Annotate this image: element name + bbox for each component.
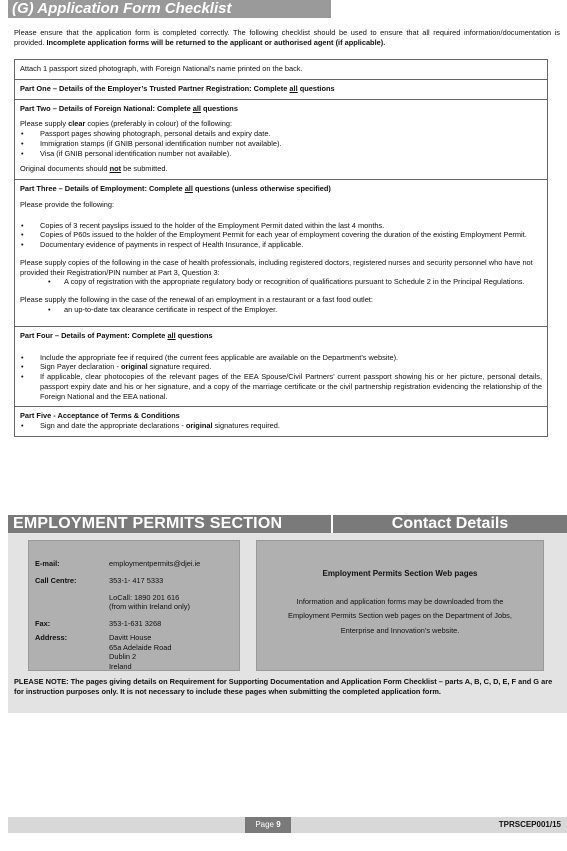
list-item: • Visa (if GNIB personal identification number not available).	[20, 149, 542, 159]
call-centre-label: Call Centre:	[35, 575, 77, 585]
list-item: • Passport pages showing photograph, personal details and expiry date.	[20, 129, 542, 139]
part-two-intro: Please supply clear copies (preferably in colour) of the following:	[20, 119, 232, 129]
part-five-list	[20, 421, 542, 431]
web-pages-text: Information and application forms may be downloaded from the Employment Permits Section web pages on the Department of Jobs, Enterprise and Innovation’s website.	[288, 596, 512, 636]
web-pages-heading: Employment Permits Section Web pages	[322, 569, 478, 578]
health-professionals-intro: Please supply copies of the following in the case of health professionals, including registered doctors, registered nurses and security personnel who have not provided their Registration/PIN number at Part 3, Question 3:	[20, 257, 533, 277]
list-item: • Include the appropriate fee if required (the current fees applicable are available on the Department’s website).	[20, 353, 542, 363]
part-one-section	[15, 79, 547, 99]
intro-warning: Incomplete application forms will be returned to the applicant or authorised agent (if applicable).	[46, 37, 386, 47]
list-item: • Sign and date the appropriate declarations - original signatures required.	[20, 421, 542, 431]
renewal-list	[20, 305, 542, 315]
locall-row	[35, 593, 239, 613]
part-five-section	[15, 406, 547, 436]
page-label: Page	[255, 820, 274, 829]
address-row	[35, 633, 239, 672]
email-row	[35, 559, 239, 569]
list-item: • A copy of registration with the appropriate regulatory body or recognition of qualifications pursuant to Schedule 2 in the Principal Regulations.	[20, 277, 542, 287]
fax-number: 353-1-631 3268	[109, 619, 162, 629]
part-four-heading: Part Four – Details of Payment: Complete all questions	[20, 330, 213, 340]
contact-box	[28, 540, 240, 671]
list-item: • an up-to-date tax clearance certificate in respect of the Employer.	[20, 305, 542, 315]
part-two-list	[20, 129, 542, 158]
intro-text: Please ensure that the application form is completed correctly. The following checklist should be used to ensure that all required information/documentation is provided.	[14, 28, 560, 47]
page-number-box	[245, 817, 291, 833]
part-three-list	[20, 221, 542, 250]
list-item: • Sign Payer declaration - original signature required.	[20, 362, 542, 372]
list-item: • Immigration stamps (if GNIB personal identification number not available).	[20, 139, 542, 149]
part-three-intro: Please provide the following:	[20, 199, 115, 209]
part-five-heading: Part Five - Acceptance of Terms & Conditions	[20, 411, 180, 421]
locall-number: LoCall: 1890 201 616	[109, 592, 180, 602]
renewal-intro: Please supply the following in the case of the renewal of an employment in a restaurant or a fast food outlet:	[20, 295, 373, 305]
part-one-heading: Part One – Details of the Employer’s Trusted Partner Registration: Complete all questions	[20, 83, 335, 93]
email-label: E-mail:	[35, 559, 60, 568]
part-two-section	[15, 99, 547, 180]
page-title: (G) Application Form Checklist	[8, 0, 331, 18]
photo-instruction: Attach 1 passport sized photograph, with Foreign National’s name printed on the back.	[20, 64, 303, 73]
fax-row	[35, 619, 239, 629]
part-four-list	[20, 353, 542, 402]
employment-permits-section-bar: EMPLOYMENT PERMITS SECTION	[8, 515, 331, 533]
address-label: Address:	[35, 632, 68, 642]
part-three-heading: Part Three – Details of Employment: Complete all questions (unless otherwise specified)	[20, 184, 331, 194]
document-code: TPRSCEP001/15	[498, 820, 561, 829]
please-note: PLEASE NOTE: The pages giving details on Requirement for Supporting Documentation and Application Form Checklist – parts A, B, C, D, E, F and G are for instruction purposes only. It is not necessary to include these pages when submitting the completed application form.	[14, 677, 553, 696]
locall-note: (from within Ireland only)	[109, 602, 190, 612]
intro-paragraph	[14, 28, 560, 48]
address-value: Davitt House 65a Adelaide Road Dublin 2 Ireland	[109, 632, 172, 672]
list-item: • Copies of P60s issued to the holder of the Employment Permit for each year of employment covering the duration of the existing Employment Permit.	[20, 230, 542, 240]
list-item: • If applicable, clear photocopies of the relevant pages of the EEA Spouse/Civil Partners’ current passport showing his or her picture, personal details, passport expiry date and his or her signature, and a copy of the marriage certificate or the civil partnership registration evidencing the relationship of the Foreign National and the EEA national.	[20, 372, 542, 401]
photo-section	[15, 60, 547, 79]
part-two-originals-note: Original documents should not be submitted.	[20, 164, 168, 174]
part-two-heading: Part Two – Details of Foreign National: Complete all questions	[20, 103, 238, 113]
call-centre-row	[35, 576, 239, 586]
list-item: • Documentary evidence of payments in respect of Health Insurance, if applicable.	[20, 240, 542, 250]
part-four-section	[15, 326, 547, 407]
email-link[interactable]: employmentpermits@djei.ie	[109, 559, 201, 568]
part-three-section	[15, 179, 547, 326]
fax-label: Fax:	[35, 619, 51, 629]
call-centre-number: 353-1- 417 5333	[109, 575, 164, 585]
health-professionals-list	[20, 277, 542, 287]
web-pages-box	[256, 540, 544, 671]
checklist-box	[14, 59, 548, 437]
page-number: 9	[276, 820, 281, 829]
contact-details-bar: Contact Details	[333, 515, 567, 533]
list-item: • Copies of 3 recent payslips issued to the holder of the Employment Permit dated within the last 4 months.	[20, 221, 542, 231]
